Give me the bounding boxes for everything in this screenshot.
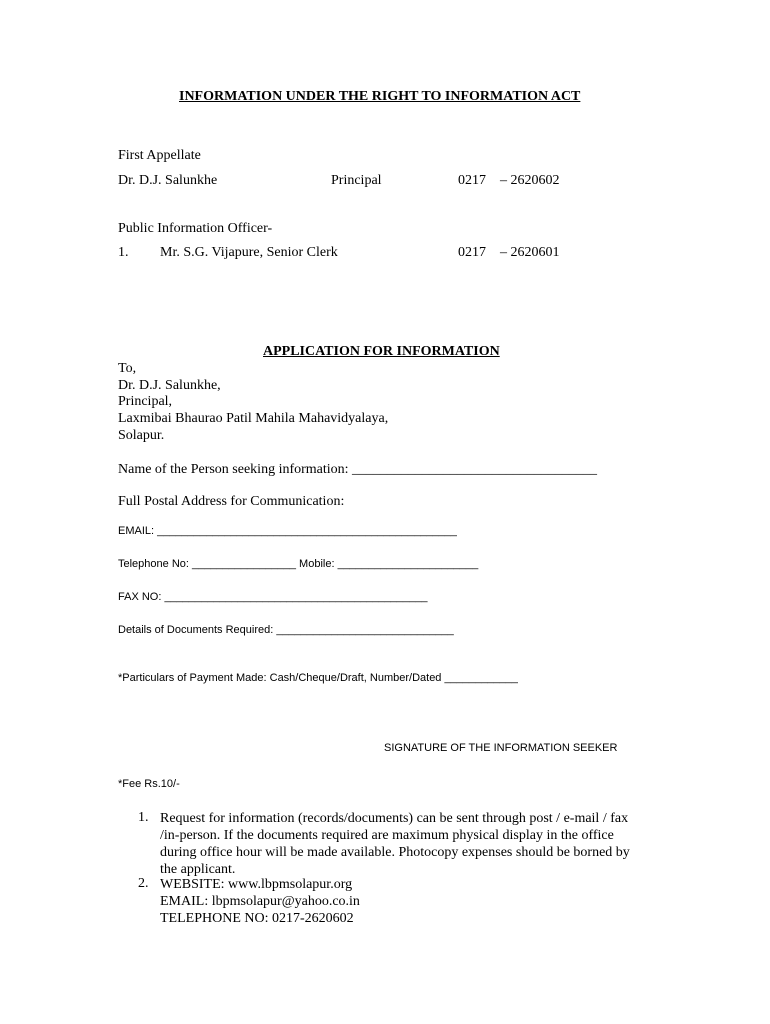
first-appellate-phone: – 2620602 xyxy=(500,173,560,188)
address-institution: Laxmibai Bhaurao Patil Mahila Mahavidyalaya, xyxy=(118,411,389,426)
email-line: EMAIL: lbpmsolapur@yahoo.co.in xyxy=(160,894,360,909)
person-name-field[interactable]: Name of the Person seeking information: ___________________________________ xyxy=(118,462,598,477)
pio-name: Mr. S.G. Vijapure, Senior Clerk xyxy=(160,245,338,260)
postal-address-field[interactable]: Full Postal Address for Communication: xyxy=(118,494,345,509)
note-contact-block xyxy=(160,876,630,927)
first-appellate-std-code: 0217 xyxy=(458,173,486,188)
payment-particulars-field[interactable]: *Particulars of Payment Made: Cash/Cheque/Draft, Number/Dated ____________ xyxy=(118,672,518,684)
note-number: 1. xyxy=(138,810,149,825)
address-to: To, xyxy=(118,361,137,376)
telephone-line: TELEPHONE NO: 0217-2620602 xyxy=(160,911,354,926)
website-line: WEBSITE: www.lbpmsolapur.org xyxy=(160,877,353,892)
fax-field[interactable]: FAX NO: ___________________________________________ xyxy=(118,591,428,603)
address-city: Solapur. xyxy=(118,428,165,443)
telephone-mobile-field[interactable]: Telephone No: _________________ Mobile: _______________________ xyxy=(118,558,479,570)
pio-std-code: 0217 xyxy=(458,245,486,260)
fee-label: *Fee Rs.10/- xyxy=(118,778,180,790)
application-title: APPLICATION FOR INFORMATION xyxy=(263,344,500,359)
first-appellate-designation: Principal xyxy=(331,173,382,188)
note-number: 2. xyxy=(138,876,149,891)
first-appellate-heading: First Appellate xyxy=(118,148,201,163)
pio-phone: – 2620601 xyxy=(500,245,560,260)
email-field[interactable]: EMAIL: _________________________________________________ xyxy=(118,525,457,537)
address-designation: Principal, xyxy=(118,394,173,409)
pio-heading: Public Information Officer- xyxy=(118,221,273,236)
pio-number: 1. xyxy=(118,245,129,260)
first-appellate-name: Dr. D.J. Salunkhe xyxy=(118,173,218,188)
documents-required-field[interactable]: Details of Documents Required: _____________________________ xyxy=(118,624,454,636)
signature-label: SIGNATURE OF THE INFORMATION SEEKER xyxy=(384,742,618,754)
document-title: INFORMATION UNDER THE RIGHT TO INFORMATION ACT xyxy=(179,89,581,104)
note-text: Request for information (records/documents) can be sent through post / e-mail / fax /in-person. If the documents required are maximum physical display in the office during office hour will be made available. Photocopy expenses should be borned by the applicant. xyxy=(160,811,630,877)
address-name: Dr. D.J. Salunkhe, xyxy=(118,378,221,393)
